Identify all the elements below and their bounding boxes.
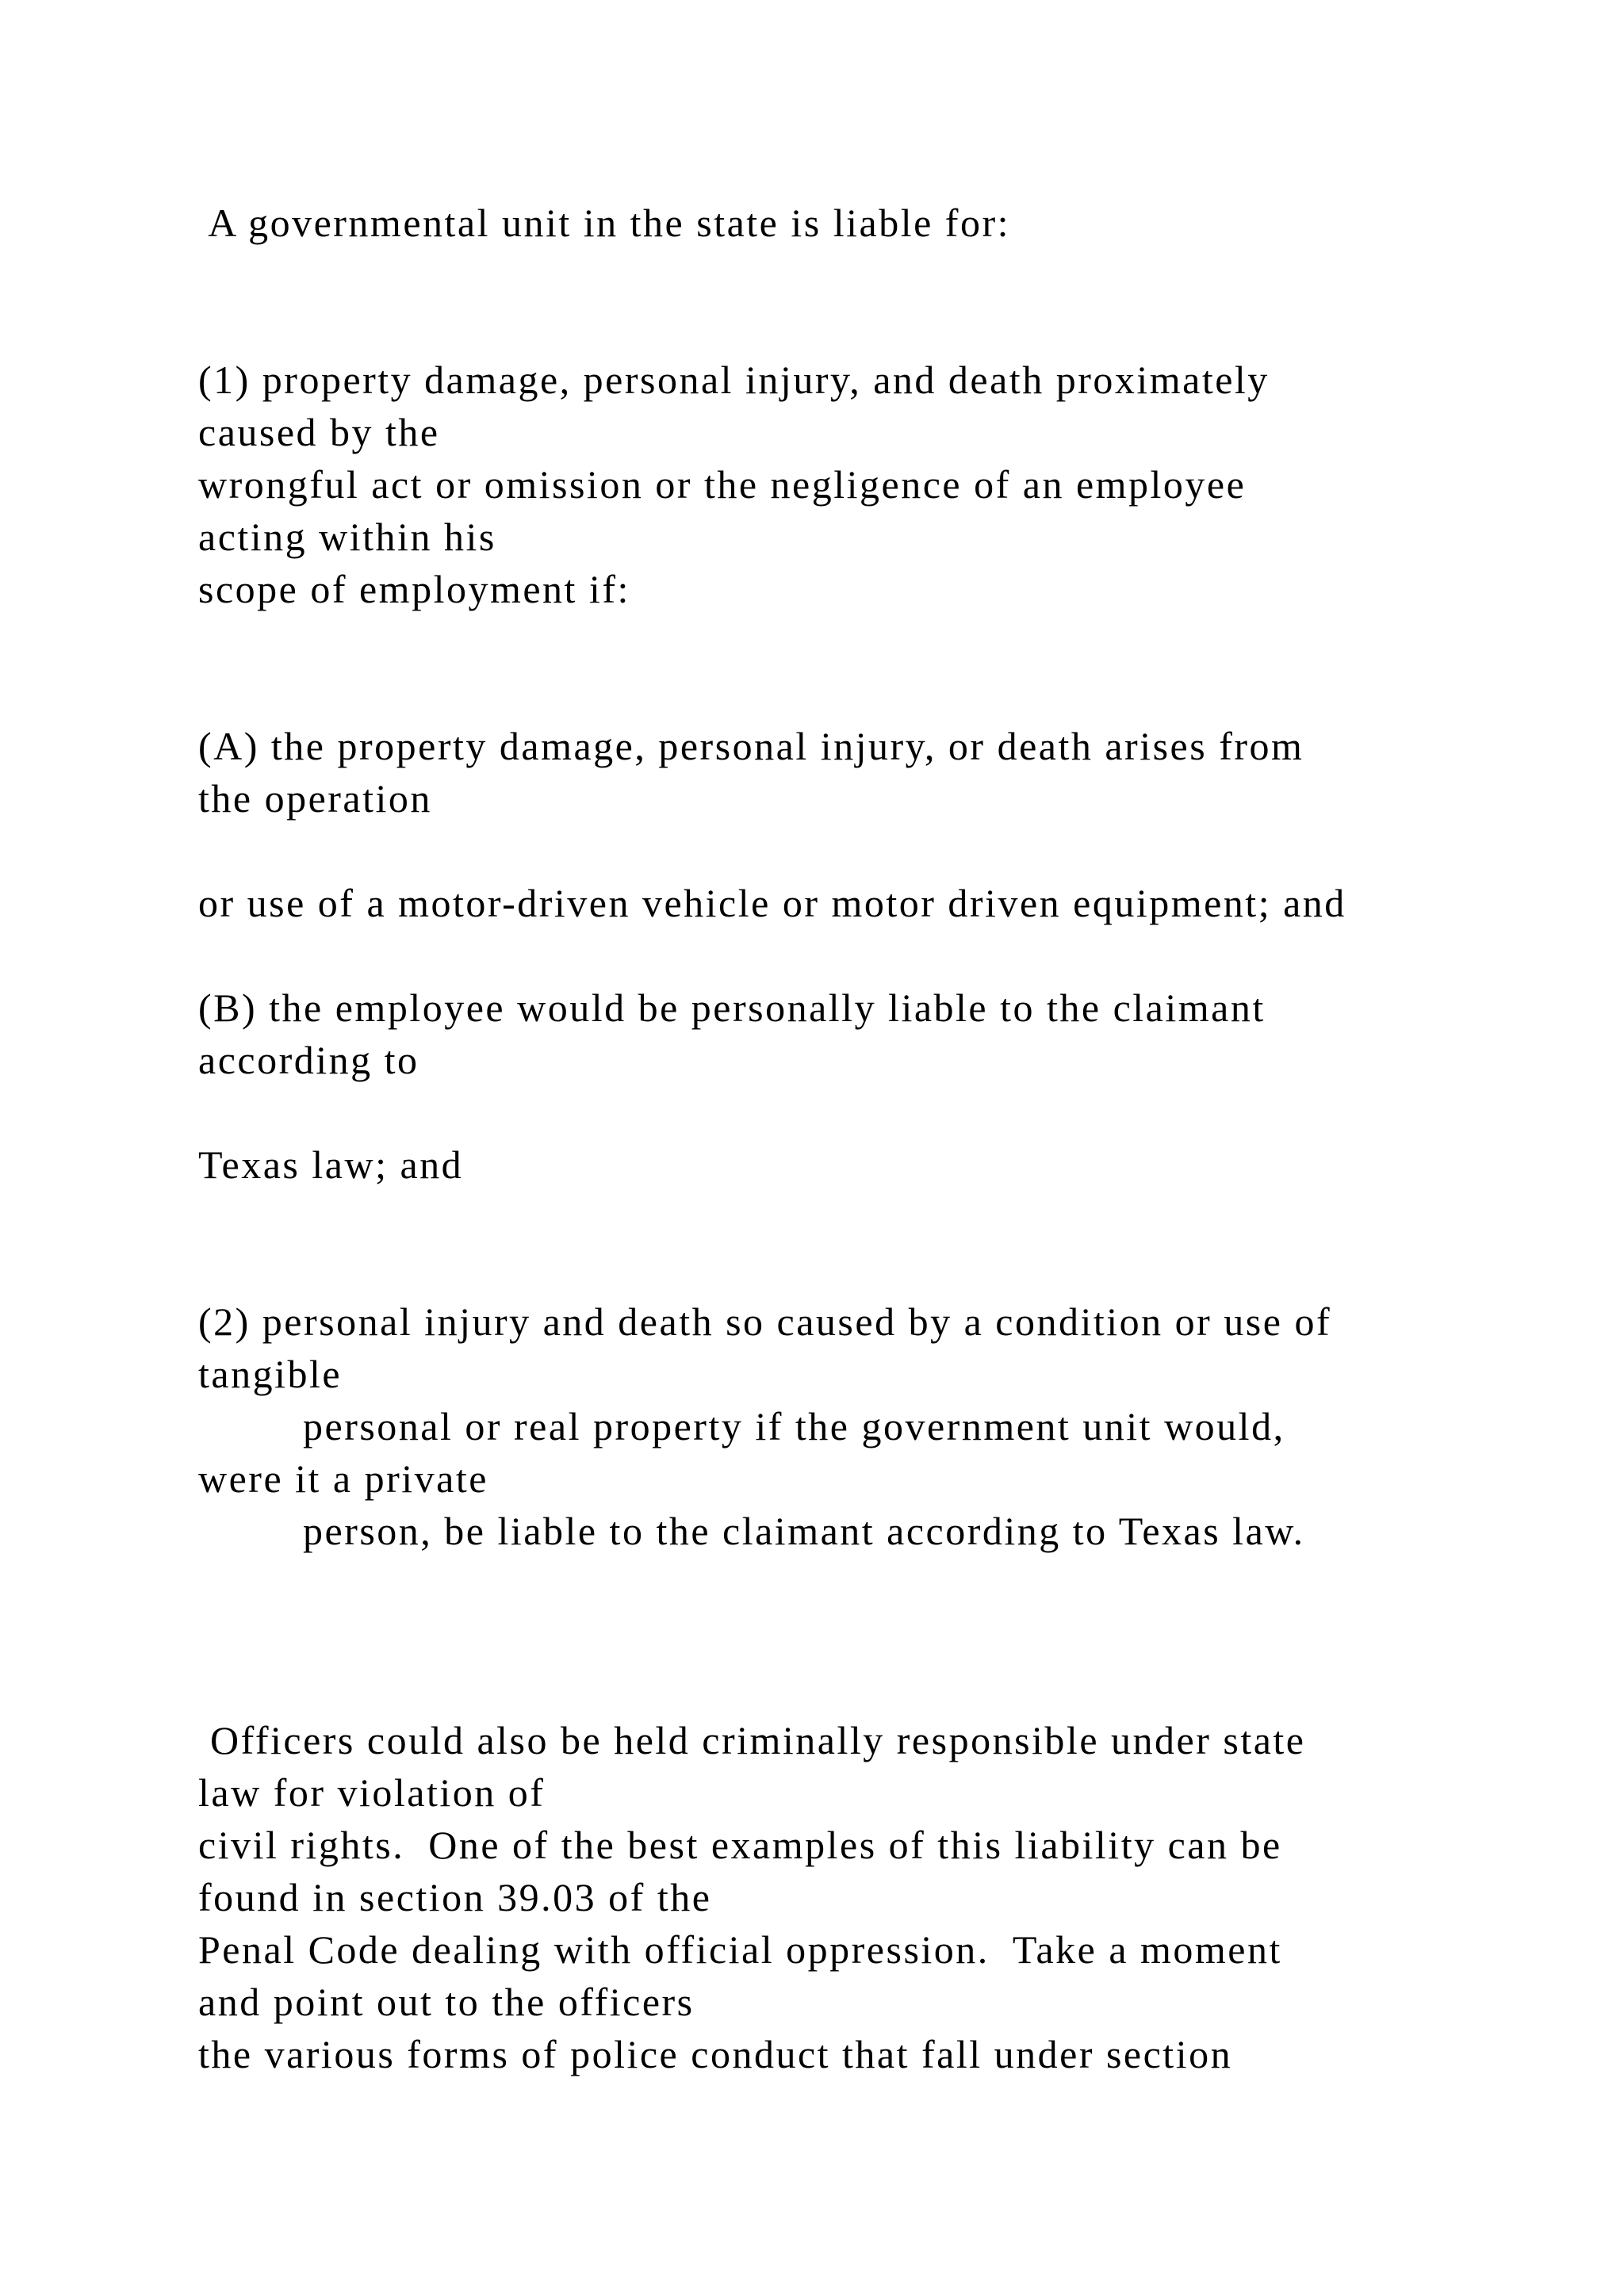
text-line: caused by the bbox=[198, 410, 440, 454]
text-line: the various forms of police conduct that fall under section bbox=[198, 2032, 1233, 2076]
text-line: (B) the employee would be personally liable to the claimant bbox=[198, 985, 1266, 1030]
text-line: (A) the property damage, personal injury, or death arises from bbox=[198, 724, 1304, 768]
text-line: personal or real property if the government unit would, bbox=[303, 1404, 1285, 1448]
text-line: (2) personal injury and death so caused by a condition or use of bbox=[198, 1299, 1332, 1344]
text-line: Officers could also be held criminally responsible under state bbox=[198, 1718, 1306, 1762]
text-line: Texas law; and bbox=[198, 1142, 464, 1187]
text-line: according to bbox=[198, 1038, 419, 1082]
text-line: civil rights. One of the best examples of this liability can be bbox=[198, 1823, 1282, 1867]
text-line: were it a private bbox=[198, 1456, 488, 1501]
text-line: found in section 39.03 of the bbox=[198, 1875, 712, 1919]
text-line: law for violation of bbox=[198, 1770, 546, 1815]
text-line: scope of employment if: bbox=[198, 567, 630, 611]
text-line: (1) property damage, personal injury, and death proximately bbox=[198, 358, 1270, 402]
text-line: wrongful act or omission or the negligence of an employee bbox=[198, 462, 1247, 507]
text-line: acting within his bbox=[198, 515, 496, 559]
text-line: the operation bbox=[198, 776, 432, 821]
text-line: A governmental unit in the state is liable for: bbox=[198, 201, 1010, 245]
text-line: person, be liable to the claimant according to Texas law. bbox=[303, 1509, 1305, 1553]
text-line: and point out to the officers bbox=[198, 1980, 695, 2024]
text-line: Penal Code dealing with official oppression. Take a moment bbox=[198, 1927, 1282, 1972]
text-line: or use of a motor-driven vehicle or motor driven equipment; and bbox=[198, 881, 1346, 925]
text-line: tangible bbox=[198, 1352, 343, 1396]
